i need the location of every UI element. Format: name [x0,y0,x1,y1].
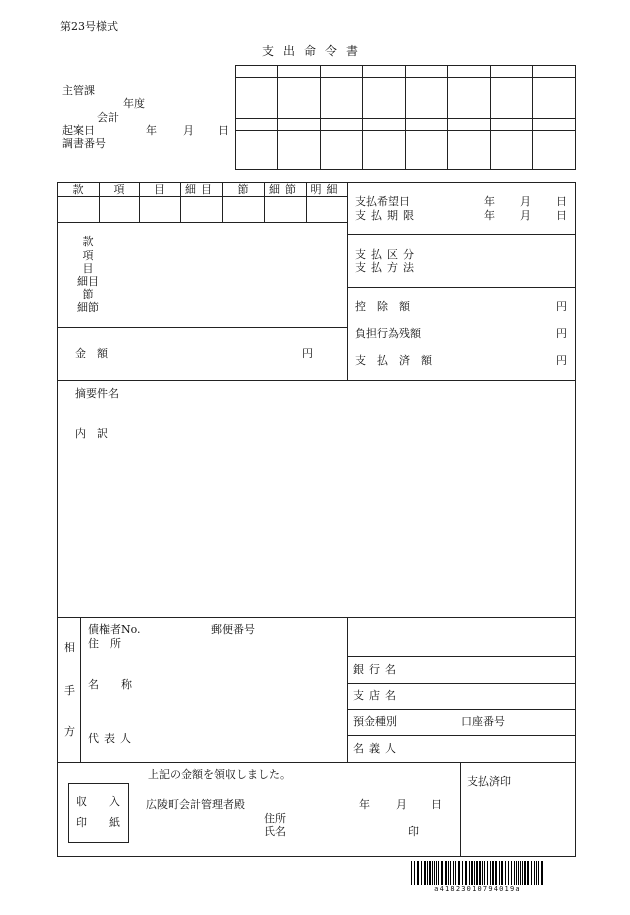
barcode-bar [432,861,433,885]
bank-label: 銀行名 [353,663,401,676]
header-doc-number-label: 調書番号 [62,137,106,150]
barcode-bar [479,861,481,885]
header-fiscal-year-label: 年度 [123,97,145,110]
receipt-address-label: 住所 [264,812,286,825]
barcode-bar [441,861,443,885]
barcode-bar [417,861,419,885]
barcode-bar [520,861,521,885]
receipt-name-label: 氏名 [264,825,286,838]
payment-year-1: 年 [484,195,495,208]
paid-seal-label: 支払済印 [467,775,511,788]
branch-label: 支店名 [353,689,401,702]
summary-details-label: 内 訳 [75,427,108,440]
revenue-stamp-box [68,783,129,843]
barcode-bar [450,861,451,885]
barcode-text: a41823010794019a [434,885,521,893]
budget-label: 細節 [77,301,99,314]
budget-column-header: 細目 [185,183,217,196]
barcode-bar [516,861,517,885]
payment-desired-date-label: 支払希望日 [355,195,410,208]
paid-amount-unit: 円 [556,354,567,367]
barcode-bar [427,861,428,885]
amount-unit: 円 [302,347,313,360]
payment-month-1: 月 [520,195,531,208]
budget-column-header: 款 [72,183,84,196]
barcode-bar [531,861,532,885]
barcode-bar [501,861,503,885]
receipt-seal-mark: 印 [408,825,419,838]
barcode-bar [471,861,473,885]
budget-column-header: 節 [237,183,249,196]
barcode-bar [458,861,460,885]
barcode-bar [524,861,526,885]
summary-subject-label: 摘要件名 [75,387,119,400]
receipt-statement: 上記の金額を領収しました。 [148,768,291,781]
barcode-bar [490,861,491,885]
budget-label: 節 [82,288,94,301]
barcode-bar [511,861,512,885]
header-year-label: 年 [146,124,157,137]
revenue-stamp-line2: 印 紙 [76,816,120,829]
barcode-bar [448,861,449,885]
barcode-bar [465,861,467,885]
budget-column-header: 細節 [269,183,301,196]
barcode-bar [455,861,456,885]
barcode-bar [534,861,535,885]
barcode-bar [414,861,415,885]
barcode-bar [462,861,463,885]
burden-balance-unit: 円 [556,327,567,340]
barcode-bar [487,861,488,885]
barcode-bar [434,861,435,885]
barcode-bar [527,861,529,885]
budget-label: 細目 [77,275,99,288]
barcode-bar [469,861,470,885]
barcode-bar [538,861,539,885]
barcode-bar [411,861,412,885]
barcode-bar [522,861,523,885]
payment-deadline-label: 支払期限 [355,209,419,222]
counterparty-address-label: 住 所 [88,637,121,650]
counterparty-side-label-1: 相 [64,641,75,654]
header-account-label: 会計 [97,111,119,124]
header-draft-date-label: 起案日 [62,124,95,137]
barcode-bar [484,861,485,885]
barcode-bar [436,861,437,885]
barcode-bar [492,861,494,885]
header-day-label: 日 [218,124,229,137]
receipt-addressee: 広陵町会計管理者殿 [146,798,245,811]
receipt-month: 月 [396,798,407,811]
payment-month-2: 月 [520,209,531,222]
account-no-label: 口座番号 [461,715,505,728]
receipt-year: 年 [359,798,370,811]
barcode-bar [499,861,500,885]
budget-label: 款 [82,235,94,248]
representative-label: 代表人 [88,732,136,745]
amount-label: 金 額 [75,347,108,360]
counterparty-name-label: 名 称 [88,678,132,691]
payment-day-2: 日 [556,209,567,222]
payment-method-label: 支払方法 [355,261,419,274]
counterparty-side-label-2: 手 [64,684,75,697]
form-number: 第23号様式 [60,20,118,33]
paid-amount-label: 支 払 済 額 [355,354,432,367]
payment-category-label: 支払区分 [355,248,419,261]
barcode-bar [438,861,439,885]
payment-day-1: 日 [556,195,567,208]
barcode-bar [482,861,483,885]
header-month-label: 月 [183,124,194,137]
burden-balance-label: 負担行為残額 [355,327,421,340]
deduction-unit: 円 [556,300,567,313]
account-holder-label: 名義人 [353,742,401,755]
page-title: 支出命令書 [262,44,368,58]
receipt-day: 日 [431,798,442,811]
barcode-bar [453,861,454,885]
payment-year-2: 年 [484,209,495,222]
budget-label: 目 [82,262,94,275]
deduction-label: 控 除 額 [355,300,410,313]
barcode-bar [536,861,537,885]
budget-column-header: 項 [113,183,125,196]
budget-column-header: 明細 [310,183,343,196]
barcode-bar [541,861,543,885]
deposit-type-label: 預金種別 [353,715,397,728]
postal-code-label: 郵便番号 [211,623,255,636]
barcode-bar [495,861,497,885]
barcode-bar [424,861,426,885]
barcode-bar [508,861,509,885]
revenue-stamp-line1: 収 入 [76,795,120,808]
barcode-bar [505,861,506,885]
barcode-bar [476,861,478,885]
barcode-bar [421,861,422,885]
barcode [410,861,545,887]
main-form [57,182,576,857]
budget-column-header: 目 [154,183,165,196]
barcode-bar [514,861,515,885]
budget-label: 項 [82,249,94,262]
header-dept-label: 主管課 [62,84,95,97]
counterparty-side-label-3: 方 [64,725,75,738]
barcode-bar [429,861,431,885]
creditor-no-label: 債権者No. [88,623,141,636]
barcode-bar [445,861,447,885]
barcode-bar [518,861,519,885]
barcode-bar [474,861,475,885]
